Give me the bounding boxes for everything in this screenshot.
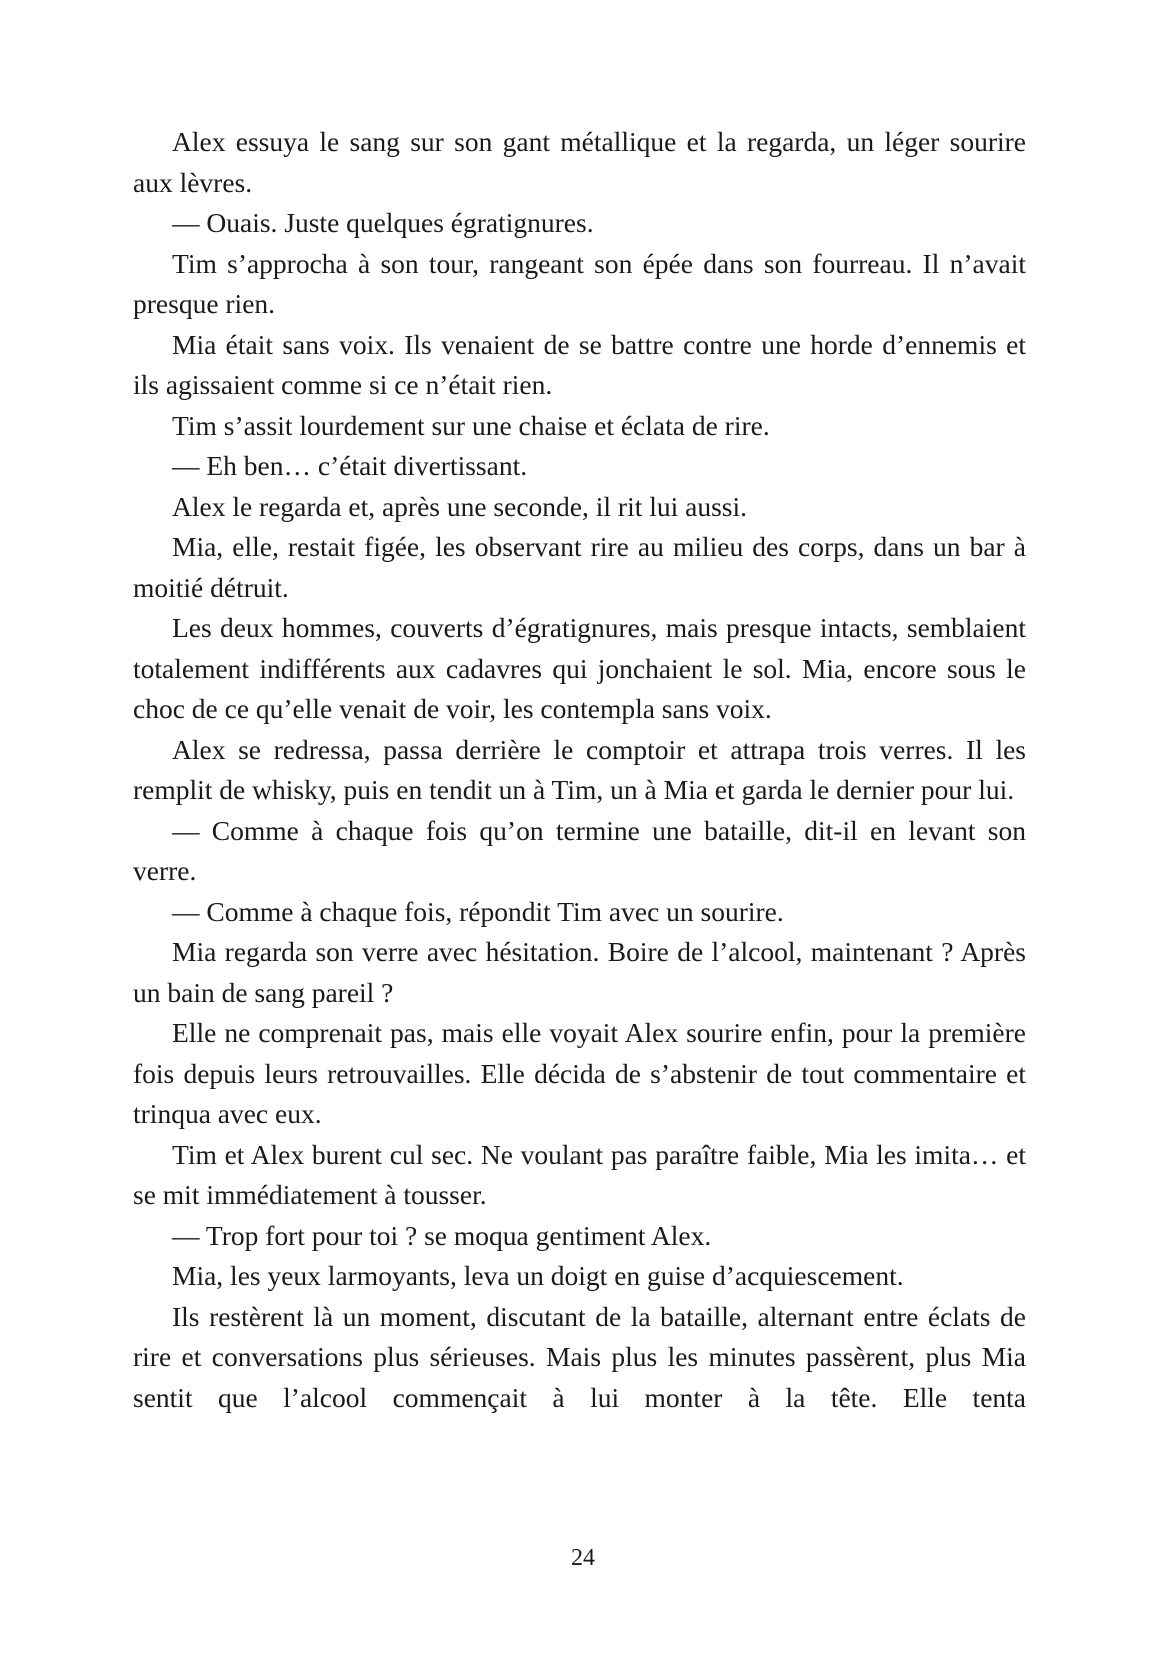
paragraph-6: — Eh ben… c’était divertissant.	[172, 450, 528, 481]
paragraph-17: Mia, les yeux larmoyants, leva un doigt en guise d’acquiescement.	[172, 1260, 904, 1291]
paragraph-2: — Ouais. Juste quelques égratignures.	[172, 207, 594, 238]
body-text	[133, 122, 1026, 1418]
paragraph-13: Mia regarda son verre avec hésitation. Boire de l’alcool, maintenant ? Après un bain de sang pareil ?	[133, 936, 1026, 1008]
paragraph-4: Mia était sans voix. Ils venaient de se battre contre une horde d’ennemis et ils agissaient comme si ce n’était rien.	[133, 328, 1026, 400]
paragraph-18: Ils restèrent là un moment, discutant de la bataille, alternant entre éclats de rire et conversations plus sérieuses. Mais plus les minutes passèrent, plus Mia sentit que l’alcool commençait à lui monter à la tête. Elle tenta	[133, 1300, 1026, 1413]
paragraph-16: — Trop fort pour toi ? se moqua gentiment Alex.	[172, 1219, 712, 1251]
paragraph-15: Tim et Alex burent cul sec. Ne voulant pas paraître faible, Mia les imita… et se mit immédiatement à tousser.	[133, 1138, 1026, 1210]
paragraph-12: — Comme à chaque fois, répondit Tim avec un sourire.	[172, 895, 784, 927]
paragraph-9: Les deux hommes, couverts d’égratignures, mais presque intacts, semblaient totalement indifférents aux cadavres qui jonchaient le sol. Mia, encore sous le choc de ce qu’elle venait de voir, les contempla sans voix.	[133, 612, 1026, 724]
paragraph-1: Alex essuya le sang sur son gant métallique et la regarda, un léger sourire aux lèvres.	[133, 126, 1026, 198]
paragraph-11: — Comme à chaque fois qu’on termine une bataille, dit-il en levant son verre.	[133, 814, 1026, 886]
paragraph-7: Alex le regarda et, après une seconde, il rit lui aussi.	[172, 490, 748, 522]
page-number: 24	[571, 1545, 595, 1571]
paragraph-8: Mia, elle, restait figée, les observant rire au milieu des corps, dans un bar à moitié détruit.	[133, 531, 1026, 603]
paragraph-3: Tim s’approcha à son tour, rangeant son épée dans son fourreau. Il n’avait presque rien.	[133, 247, 1026, 319]
paragraph-14: Elle ne comprenait pas, mais elle voyait Alex sourire enfin, pour la première fois depuis leurs retrouvailles. Elle décida de s’abstenir de tout commentaire et trinqua avec eux.	[133, 1017, 1026, 1129]
paragraph-10: Alex se redressa, passa derrière le comptoir et attrapa trois verres. Il les remplit de whisky, puis en tendit un à Tim, un à Mia et garda le dernier pour lui.	[133, 733, 1026, 805]
paragraph-5: Tim s’assit lourdement sur une chaise et éclata de rire.	[172, 409, 770, 441]
